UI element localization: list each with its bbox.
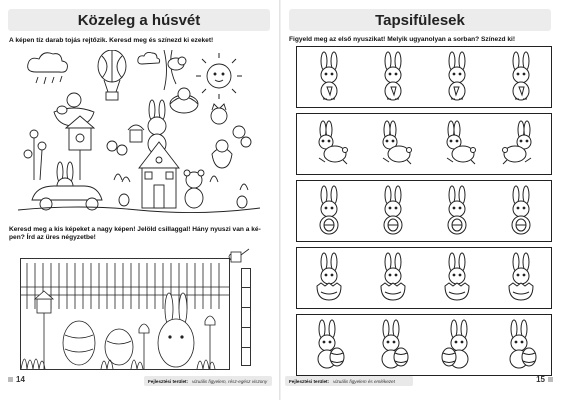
- bunny-icon: [309, 185, 349, 237]
- rain-cloud-icon: [28, 53, 68, 84]
- answer-box[interactable]: [241, 268, 251, 366]
- reference-bunny-cell: [297, 47, 361, 107]
- bunny-row: [296, 314, 552, 376]
- bunny-icon: [501, 252, 541, 304]
- bunny-row: [296, 46, 552, 108]
- reference-bunny-cell: [297, 248, 361, 308]
- left-footer-bar: [144, 376, 272, 386]
- bunny-choice-cell[interactable]: [361, 114, 425, 174]
- left-footer-text: vizuális figyelem, rész-egész viszony: [192, 378, 268, 384]
- bunny-row: [296, 247, 552, 309]
- page-number-square-icon: [8, 377, 13, 382]
- bunny-icon: [309, 51, 349, 103]
- bunny-icon: [373, 118, 413, 170]
- bunny-choice-cell[interactable]: [425, 47, 489, 107]
- bunny-choice-cell[interactable]: [361, 181, 425, 241]
- bunny-choice-cell[interactable]: [425, 248, 489, 308]
- bunny-icon: [309, 319, 349, 371]
- right-footer-bar: [285, 376, 413, 386]
- bunny-icon: [309, 252, 349, 304]
- right-page: [281, 0, 561, 400]
- bunny-icon: [373, 185, 413, 237]
- bunny-icon: [309, 118, 349, 170]
- car-icon: [32, 162, 102, 210]
- bunny-icon: [501, 51, 541, 103]
- right-page-title: Tapsifülesek: [375, 11, 465, 29]
- bunny-icon: [437, 118, 477, 170]
- bunny-icon: [437, 252, 477, 304]
- right-footer-text: vizuális figyelem és emlékezet: [333, 378, 395, 384]
- bunny-icon: [501, 185, 541, 237]
- reference-bunny-cell: [297, 181, 361, 241]
- hot-air-balloon-icon: [98, 50, 126, 100]
- bunny-icon: [437, 51, 477, 103]
- bunny-row: [296, 113, 552, 175]
- sun-icon: [196, 53, 242, 99]
- bunny-icon: [373, 319, 413, 371]
- bunny-choice-cell[interactable]: [361, 47, 425, 107]
- left-page-title-bar: [8, 9, 270, 31]
- easter-scene-illustration: [14, 50, 264, 218]
- bunny-icon: [373, 51, 413, 103]
- left-footer-label: Fejlesztési terület:: [148, 378, 189, 384]
- bunny-choice-cell[interactable]: [489, 114, 553, 174]
- left-page-title: Közeleg a húsvét: [77, 11, 201, 29]
- bunny-row: [296, 180, 552, 242]
- bunny-icon: [437, 319, 477, 371]
- bunny-grid: [296, 46, 552, 376]
- reference-bunny-cell: [297, 114, 361, 174]
- bunny-choice-cell[interactable]: [489, 315, 553, 375]
- bunny-choice-cell[interactable]: [425, 114, 489, 174]
- watering-can-icon: [227, 246, 251, 264]
- house-icon: [139, 142, 179, 208]
- bunny-icon: [501, 118, 541, 170]
- bunny-choice-cell[interactable]: [489, 47, 553, 107]
- right-page-number-text: 15: [536, 375, 545, 384]
- bunny-icon: [373, 252, 413, 304]
- page-number-square-icon: [548, 377, 553, 382]
- garden-scene-frame: [20, 258, 230, 370]
- right-footer-label: Fejlesztési terület:: [289, 378, 330, 384]
- left-instruction-2-line2: pen? Írd az üres négyzetbe!: [9, 234, 96, 241]
- bunny-choice-cell[interactable]: [361, 315, 425, 375]
- reference-bunny-cell: [297, 315, 361, 375]
- left-page-number-text: 14: [16, 375, 25, 384]
- bunny-icon: [437, 185, 477, 237]
- bunny-choice-cell[interactable]: [425, 181, 489, 241]
- bunny-choice-cell[interactable]: [489, 181, 553, 241]
- bunny-icon: [501, 319, 541, 371]
- bunny-choice-cell[interactable]: [425, 315, 489, 375]
- bunny-choice-cell[interactable]: [361, 248, 425, 308]
- left-instruction-1: A képen tíz darab tojás rejtőzik. Keresd meg és színezd ki ezeket!: [9, 37, 214, 44]
- left-page: [0, 0, 279, 400]
- left-instruction-2-line1: Keresd meg a kis képeket a nagy képen! Jelöld csillaggal! Hány nyuszi van a ké-: [9, 226, 261, 233]
- right-page-title-bar: [289, 9, 551, 31]
- left-page-number: [8, 375, 25, 384]
- right-instruction: Figyeld meg az első nyuszikat! Melyik ugyanolyan a sorban? Színezd ki!: [289, 36, 516, 43]
- bunny-choice-cell[interactable]: [489, 248, 553, 308]
- left-instruction-2: [9, 226, 271, 242]
- right-page-number: [536, 375, 553, 384]
